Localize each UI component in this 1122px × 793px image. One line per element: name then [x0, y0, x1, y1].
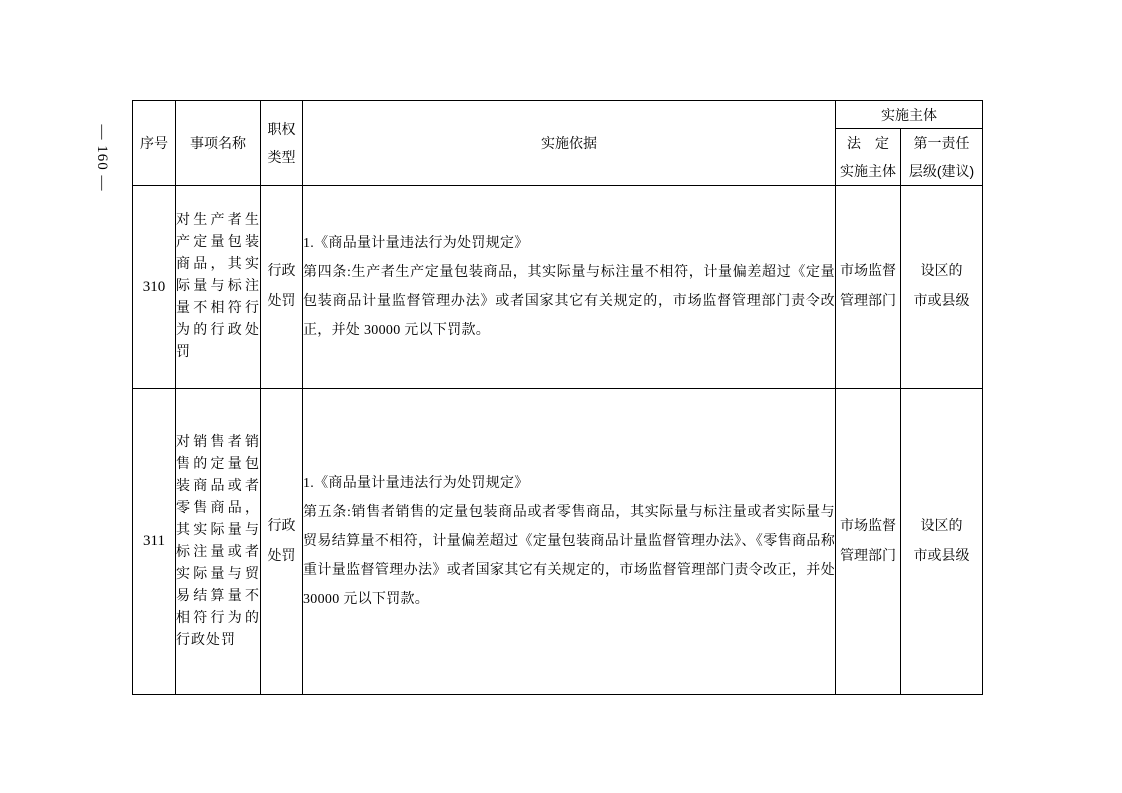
legal-subject: 市场监督 管理部门 — [836, 186, 901, 389]
header-power-type: 职权 类型 — [261, 101, 303, 186]
header-item-name: 事项名称 — [176, 101, 261, 186]
header-basis: 实施依据 — [303, 101, 836, 186]
basis-text: 第四条:生产者生产定量包装商品，其实际量与标注量不相符，计量偏差超过《定量包装商品计量监督管理办法》或者国家其它有关规定的，市场监督管理部门责令改正，并处 30000 元以下罚款。 — [303, 265, 835, 338]
authority-items-table — [132, 100, 983, 695]
power-type: 行政 处罚 — [261, 389, 303, 695]
header-legal-subject: 法 定 实施主体 — [836, 129, 901, 186]
legal-subject: 市场监督 管理部门 — [836, 389, 901, 695]
table-row-310 — [133, 186, 983, 389]
header-first-level: 第一责任 层级(建议) — [901, 129, 983, 186]
header-seq: 序号 — [133, 101, 176, 186]
basis-title: 1.《商品量计量违法行为处罚规定》 — [303, 236, 529, 251]
item-name: 对生产者生产定量包装商品，其实际量与标注量不相符行为的行政处罚 — [176, 186, 261, 389]
header-subject: 实施主体 — [836, 101, 983, 129]
first-responsibility-level: 设区的 市或县级 — [901, 186, 983, 389]
basis-title: 1.《商品量计量违法行为处罚规定》 — [303, 476, 529, 491]
implementation-basis — [303, 186, 836, 389]
item-name: 对销售者销售的定量包装商品或者零售商品，其实际量与标注量或者实际量与贸易结算量不相符行为的行政处罚 — [176, 389, 261, 695]
seq-number: 310 — [133, 186, 176, 389]
seq-number: 311 — [133, 389, 176, 695]
table-row-311 — [133, 389, 983, 695]
table-header — [133, 101, 983, 186]
basis-text: 第五条:销售者销售的定量包装商品或者零售商品，其实际量与标注量或者实际量与贸易结算量不相符，计量偏差超过《定量包装商品计量监督管理办法》、《零售商品称重计量监督管理办法》或者国家其它有关规定的，市场监督管理部门责令改正，并处 30000 元以下罚款。 — [303, 505, 835, 607]
implementation-basis — [303, 389, 836, 695]
page-number: — 160 — — [94, 124, 110, 192]
first-responsibility-level: 设区的 市或县级 — [901, 389, 983, 695]
power-type: 行政 处罚 — [261, 186, 303, 389]
